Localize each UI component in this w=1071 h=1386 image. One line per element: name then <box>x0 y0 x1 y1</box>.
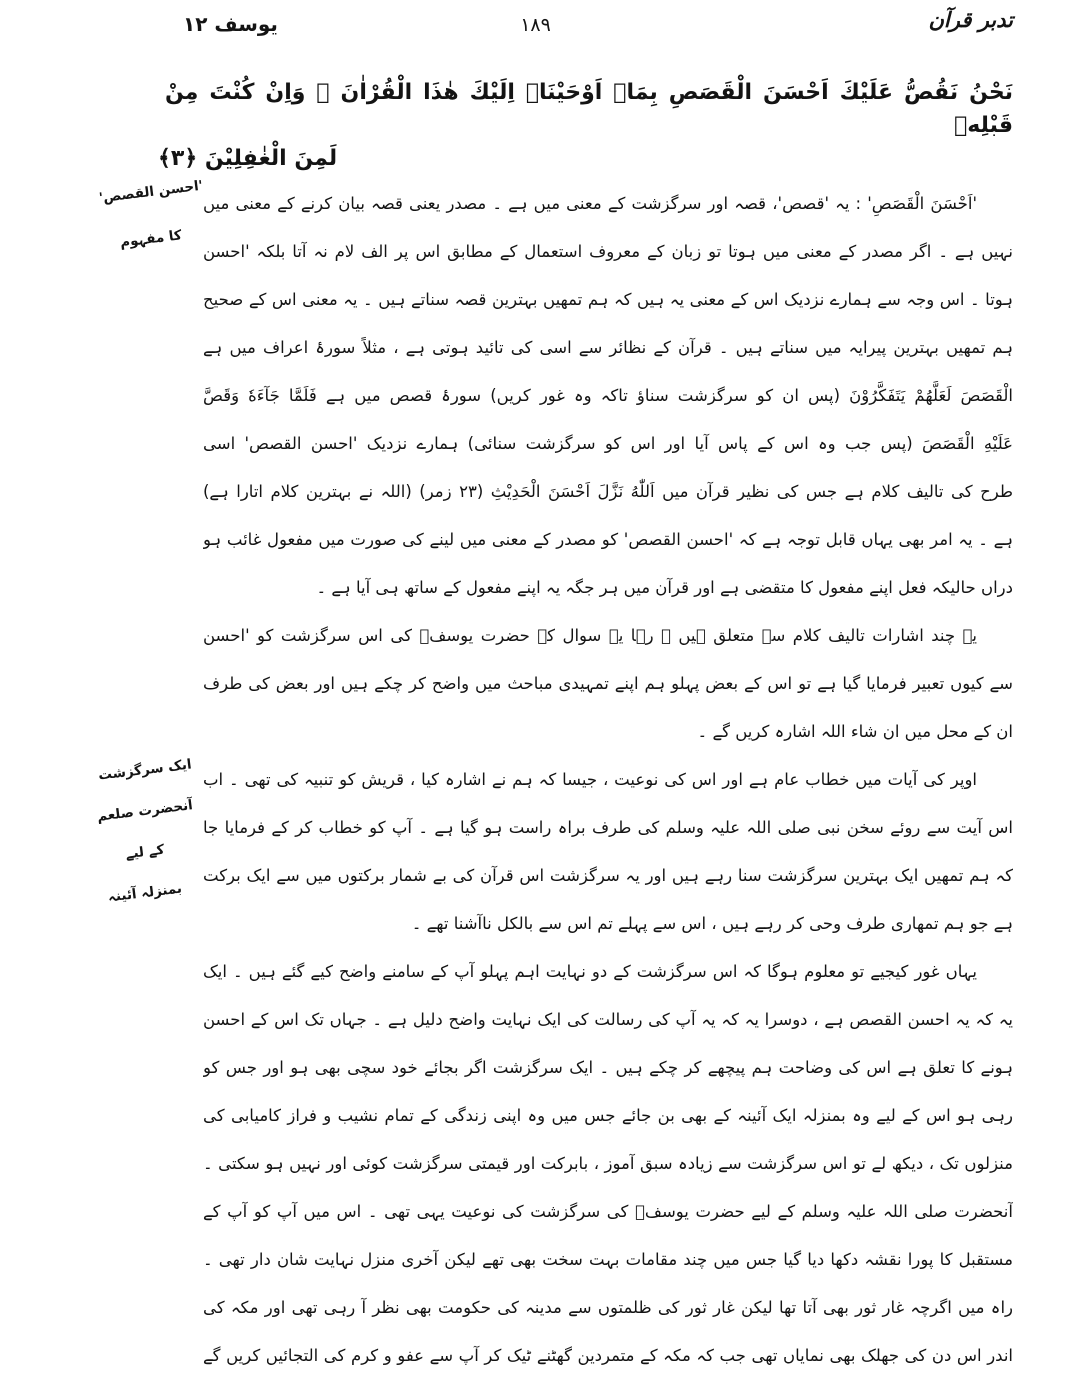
body-text-line: سے کیوں تعبیر فرمایا گیا ہے تو اس کے بعض پہلو ہم اپنے تمہیدی مباحث میں واضح کر چکے ہیں اور بعض کی طرف <box>203 674 1013 693</box>
margin-note <box>98 177 204 278</box>
header-book-title: تدبر قرآن <box>928 8 1013 32</box>
margin-note-line: 'احسن القصص' <box>98 177 204 207</box>
body-text-line: یہ چند اشارات تالیف کلام سے متعلق ہیں ۔ رہا یہ سوال کہ حضرت یوسفؑ کی اس سرگزشت کو 'احسن <box>203 626 977 645</box>
body-text-line: یہاں غور کیجیے تو معلوم ہوگا کہ اس سرگزشت کے دو نہایت اہم پہلو آپ کے سامنے واضح کیے گئے ہیں ۔ ایک <box>203 962 977 981</box>
body-text-line: ہے ۔ یہ امر بھی یہاں قابل توجہ ہے کہ 'احسن القصص' کو مصدر کے معنی میں لینے کی صورت میں مفعول غائب ہو <box>203 530 1013 549</box>
body-text-line: رہی ہو اس کے لیے وہ بمنزلہ ایک آئینہ کے بھی بن جائے جس میں وہ اپنی زندگی کے تمام نشیب و فراز کامیابی کی <box>203 1106 1013 1125</box>
body-text-line: عَلَيْهِ الْقَصَصَ (پس جب وہ اس کے پاس آیا اور اس کو سرگزشت سنائی) ہمارے نزدیک 'احسن القصص' اسی <box>203 434 1013 453</box>
body-text-line: الْقَصَصَ لَعَلَّهُمْ يَتَفَكَّرُوْنَ (پس ان کو سرگزشت سناؤ تاکہ وہ غور کریں) سورۂ قصص میں ہے فَلَمَّا جَآءَهٗ وَقَصَّ <box>203 386 1013 405</box>
body-text-line: یہ کہ یہ احسن القصص ہے ، دوسرا یہ کہ یہ آپ کی رسالت کی ایک نہایت واضح دلیل ہے ۔ جہاں تک اس کے احسن <box>203 1010 1013 1029</box>
body-text-line: دراں حالیکہ فعل اپنے مفعول کا متقضی ہے اور قرآن میں ہر جگہ یہ اپنے مفعول کے ساتھ ہی آیا ہے ۔ <box>316 578 1013 597</box>
body-text-line: 'اَحْسَنَ الْقَصَصِ' : یہ 'قصص'، قصہ اور سرگزشت کے معنی میں ہے ۔ مصدر یعنی قصہ بیان کرنے کے معنی میں <box>203 194 977 213</box>
margin-note-line: بمنزلہ آئینہ <box>107 880 183 906</box>
header-surah-title: یوسف ۱۲ <box>183 12 278 36</box>
body-text-line: اندر اس دن کی جھلک بھی نمایاں تھی جب کہ مکہ کے متمردین گھٹنے ٹیک کر آپ سے عفو و کرم کی التجائیں کریں گے <box>203 1346 1013 1365</box>
body-text-line: کہ ہم تمھیں ایک بہترین سرگزشت سنا رہے ہیں اور یہ سرگزشت اس قرآن کی بے شمار برکتوں میں سے ایک برکت <box>203 866 1013 885</box>
body-text-line: آنحضرت صلی اللہ علیہ وسلم کے لیے حضرت یوسفؑ کی سرگزشت کی نوعیت یہی تھی ۔ اس میں آپ کو آپ کے <box>203 1202 1013 1221</box>
body-text-line: ہے جو ہم تمھاری طرف وحی کر رہے ہیں ، اس سے پہلے تم اس سے بالکل ناآشنا تھے ۔ <box>411 914 1013 933</box>
margin-note-line: کا مفہوم <box>119 227 183 251</box>
body-text-line: ہم تمھیں بہترین پیرایہ میں سناتے ہیں ۔ قرآن کے نظائر سے اسی کی تائید ہوتی ہے ، مثلاً سورۂ اعراف میں ہے <box>203 338 1013 357</box>
body-text-line: مستقبل کا پورا نقشہ دکھا دیا گیا جس میں چند مقامات بہت سخت بھی تھے لیکن آخری منزل نہایت شان دار تھی ۔ <box>203 1250 1013 1269</box>
body-text-line: منزلوں تک ، دیکھ لے تو اس سرگزشت سے زیادہ سبق آموز ، بابرکت اور قیمتی سرگزشت کوئی اور نہیں ہو سکتی ۔ <box>203 1154 1013 1173</box>
body-text-line: طرح کی تالیف کلام ہے جس کی نظیر قرآن میں اَللّٰهُ نَزَّلَ اَحْسَنَ الْحَدِيْثِ (۲۳ زمر) (اللہ نے بہترین کلام اتارا ہے) <box>203 482 1013 501</box>
body-text-line: ان کے محل میں ان شاء اللہ اشارہ کریں گے ۔ <box>697 722 1013 741</box>
margin-note-line: ایک سرگزشت <box>97 756 193 784</box>
body-text-line: راہ میں اگرچہ غار ثور بھی آتا تھا لیکن غار ثور کی ظلمتوں سے مدینہ کی حکومت بھی نظر آ رہی تھی اور مکہ کی <box>203 1298 1013 1317</box>
quran-verse-line-2: لَمِنَ الْغٰفِلِيْنَ ﴿٣﴾ <box>158 146 338 171</box>
margin-note <box>92 756 198 926</box>
body-text-line: نہیں ہے ۔ اگر مصدر کے معنی میں ہوتا تو زبان کے معروف استعمال کے مطابق اس پر الف لام نہ آتا بلکہ 'احسن <box>203 242 1013 261</box>
body-text <box>203 180 1013 1380</box>
quran-verse-line-1-text: نَحْنُ نَقُصُّ عَلَيْكَ اَحْسَنَ الْقَصَصِ بِمَاۤ اَوْحَيْنَاۤ اِلَيْكَ هٰذَا الْقُرْاٰنَ ۚ وَاِنْ كُنْتَ مِنْ قَبْلِهٖ <box>165 80 1013 138</box>
body-text-line: اس آیت سے روئے سخن نبی صلی اللہ علیہ وسلم کی طرف براہ راست ہو گیا ہے ۔ آپ کو خطاب کر کے فرمایا جا <box>203 818 1013 837</box>
quran-verse-line-1 <box>165 76 1013 142</box>
body-text-line: ہونے کا تعلق ہے اس کی وضاحت ہم پیچھے کر چکے ہیں ۔ ایک سرگزشت اگر بجائے خود سچی بھی ہو اور جس کو <box>203 1058 1013 1077</box>
header-page-number: ١٨٩ <box>520 14 551 36</box>
body-text-line: ہوتا ۔ اس وجہ سے ہمارے نزدیک اس کے معنی یہ ہیں کہ ہم تمھیں بہترین قصہ سناتے ہیں ۔ یہ معنی اس کے صحیح <box>203 290 1013 309</box>
margin-note-line: آنحضرت صلعم <box>96 797 194 825</box>
body-text-line: اوپر کی آیات میں خطاب عام ہے اور اس کی نوعیت ، جیسا کہ ہم نے اشارہ کیا ، قریش کو تنبیہ کی تھی ۔ اب <box>203 770 977 789</box>
margin-note-line: کے لیے <box>124 841 166 863</box>
